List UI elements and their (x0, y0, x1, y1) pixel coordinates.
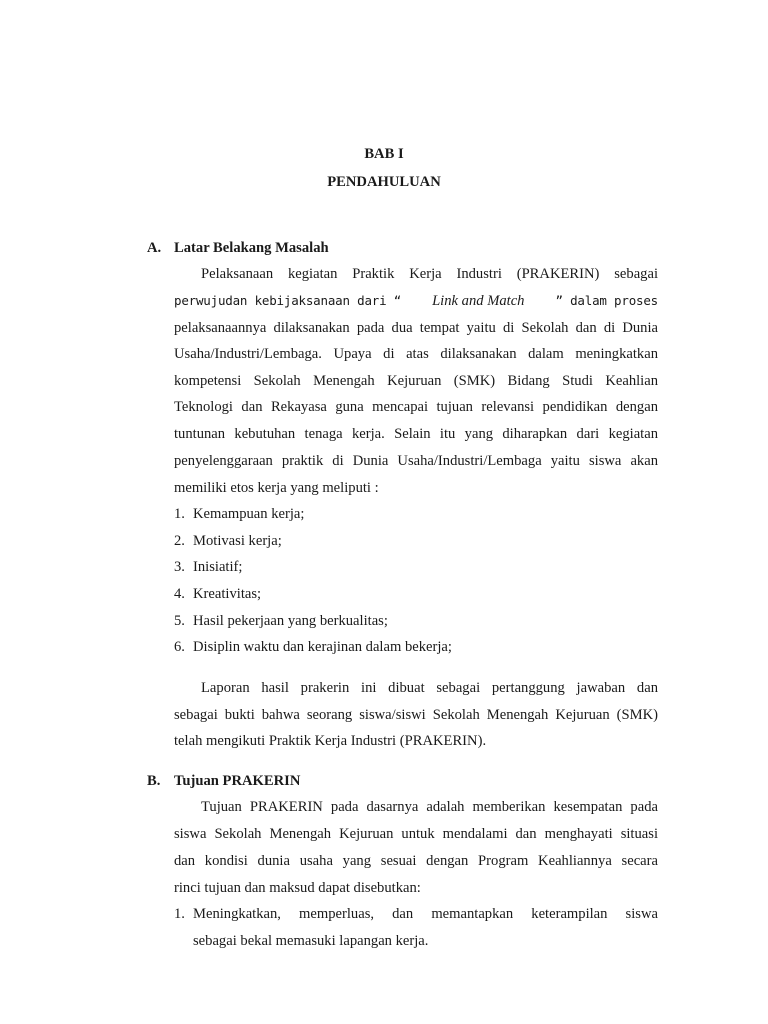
list-text: Motivasi kerja; (193, 533, 282, 549)
paragraph-line-part: perwujudan kebijaksanaan dari “ (174, 293, 402, 308)
paragraph-line: Laporan hasil prakerin ini dibuat sebagai pertanggung jawaban dan (201, 680, 658, 696)
paragraph-line-link-and-match (174, 293, 658, 310)
list-text: Kreativitas; (193, 586, 262, 602)
section-b-title: Tujuan PRAKERIN (174, 773, 301, 789)
paragraph-line: penyelenggaraan praktik di Dunia Usaha/Industri/Lembaga yaitu siswa akan (174, 453, 658, 469)
list-text: Kemampuan kerja; (193, 506, 305, 522)
list-number: 5. (174, 613, 185, 629)
list-text: Hasil pekerjaan yang berkualitas; (193, 613, 388, 629)
list-text: Disiplin waktu dan kerajinan dalam bekerja; (193, 639, 452, 655)
paragraph-line: Teknologi dan Rekayasa guna mencapai tujuan relevansi pendidikan dengan (174, 399, 658, 415)
paragraph-line: Pelaksanaan kegiatan Praktik Kerja Industri (PRAKERIN) sebagai (201, 266, 658, 282)
list-text: Inisiatif; (193, 559, 243, 575)
list-number: 2. (174, 533, 185, 549)
list-number: 1. (174, 906, 185, 922)
list-text: Meningkatkan, memperluas, dan memantapkan keterampilan siswa (193, 906, 658, 922)
paragraph-line: sebagai bukti bahwa seorang siswa/siswi Sekolah Menengah Kejuruan (SMK) (174, 707, 658, 723)
paragraph-line: siswa Sekolah Menengah Kejuruan untuk mendalami dan menghayati situasi (174, 826, 658, 842)
paragraph-line: telah mengikuti Praktik Kerja Industri (PRAKERIN). (174, 733, 487, 749)
paragraph-line: rinci tujuan dan maksud dapat disebutkan: (174, 880, 421, 896)
chapter-label: BAB I (364, 146, 404, 162)
paragraph-line: pelaksanaannya dilaksanakan pada dua tempat yaitu di Sekolah dan di Dunia (174, 320, 658, 336)
paragraph-line-part: ” dalam proses (555, 293, 658, 308)
section-b-letter: B. (147, 773, 161, 789)
italic-phrase: Link and Match (432, 293, 525, 309)
paragraph-line: Usaha/Industri/Lembaga. Upaya di atas dilaksanakan dalam meningkatkan (174, 346, 658, 362)
list-text-continuation: sebagai bekal memasuki lapangan kerja. (193, 933, 429, 949)
section-a-title: Latar Belakang Masalah (174, 240, 329, 256)
paragraph-line: kompetensi Sekolah Menengah Kejuruan (SMK) Bidang Studi Keahlian (174, 373, 658, 389)
list-number: 1. (174, 506, 185, 522)
paragraph-line: dan kondisi dunia usaha yang sesuai dengan Program Keahliannya secara (174, 853, 658, 869)
list-number: 3. (174, 559, 185, 575)
paragraph-line: tuntunan kebutuhan tenaga kerja. Selain itu yang diharapkan dari kegiatan (174, 426, 658, 442)
paragraph-line: memiliki etos kerja yang meliputi : (174, 480, 379, 496)
list-number: 6. (174, 639, 185, 655)
chapter-title: PENDAHULUAN (327, 174, 441, 190)
section-a-letter: A. (147, 240, 162, 256)
paragraph-line: Tujuan PRAKERIN pada dasarnya adalah memberikan kesempatan pada (201, 799, 658, 815)
list-number: 4. (174, 586, 185, 602)
